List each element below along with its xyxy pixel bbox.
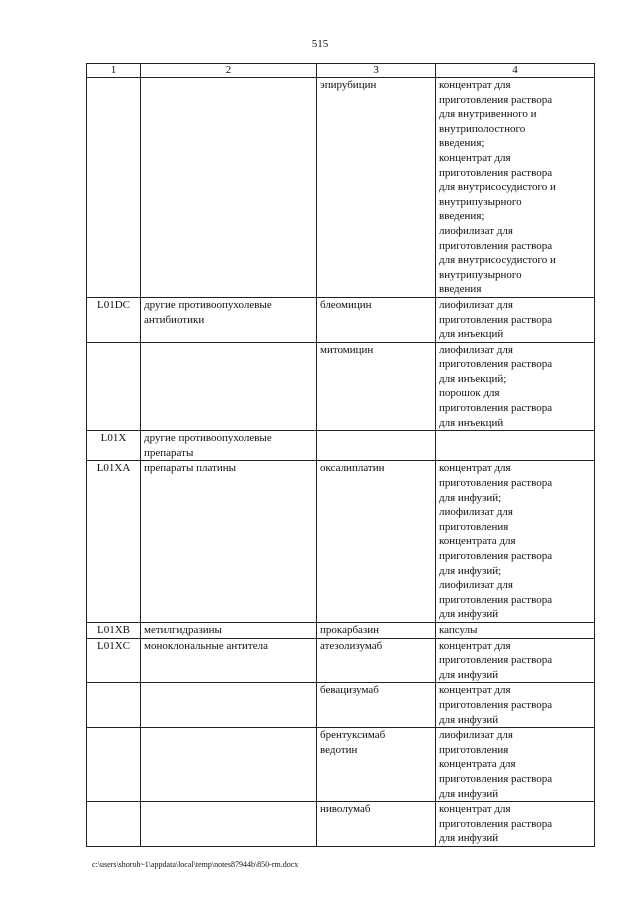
- cell-text-line: приготовления раствора: [439, 402, 553, 415]
- cell-text-line: приготовления раствора: [439, 817, 553, 830]
- cell-text-line: метилгидразины: [144, 623, 222, 636]
- atc-code-cell: L01DC: [87, 297, 141, 342]
- cell-text-line: лиофилизат для: [439, 224, 513, 237]
- cell-text-line: приготовления раствора: [439, 477, 553, 490]
- group-name-cell: [141, 802, 317, 847]
- footer-file-path: c:\users\shoroh~1\appdata\local\temp\notes87944b\850-rm.docx: [92, 860, 299, 869]
- dosage-form-cell: [436, 638, 595, 683]
- cell-text-line: приготовления раствора: [439, 239, 553, 252]
- cell-text-line: другие противоопухолевые: [144, 432, 272, 445]
- cell-text-line: внутриполостного: [439, 122, 526, 135]
- cell-text-line: антибиотики: [144, 313, 205, 326]
- cell-text-line: концентрат для: [439, 151, 511, 164]
- table-row: [87, 683, 595, 728]
- cell-text-line: препараты: [144, 446, 194, 459]
- group-name-cell: [141, 461, 317, 623]
- atc-code-cell: [87, 802, 141, 847]
- cell-text-line: эпирубицин: [320, 79, 377, 91]
- cell-text-line: для внутрисосудистого и: [439, 254, 556, 267]
- atc-code-cell: L01XA: [87, 461, 141, 623]
- drug-name-cell: [317, 683, 436, 728]
- cell-text-line: оксалиплатин: [320, 462, 385, 475]
- cell-text-line: концентрата для: [439, 758, 516, 771]
- dosage-form-cell: [436, 297, 595, 342]
- cell-text-line: приготовления: [439, 520, 509, 533]
- group-name-cell: [141, 728, 317, 802]
- cell-text-line: порошок для: [439, 387, 500, 400]
- cell-text-line: для инъекций: [439, 328, 504, 341]
- cell-text-line: лиофилизат для: [439, 729, 513, 742]
- group-name-cell: [141, 431, 317, 461]
- atc-code-cell: L01XC: [87, 638, 141, 683]
- table-row: [87, 461, 595, 623]
- group-name-cell: [141, 638, 317, 683]
- cell-text-line: концентрата для: [439, 535, 516, 548]
- cell-text-line: лиофилизат для: [439, 579, 513, 592]
- drug-name-cell: [317, 342, 436, 431]
- atc-code-cell: L01X: [87, 431, 141, 461]
- cell-text-line: введения: [439, 283, 482, 296]
- column-header-2: 2: [141, 64, 317, 78]
- table-row: [87, 638, 595, 683]
- cell-text-line: для инфузий;: [439, 564, 502, 577]
- table-row: [87, 431, 595, 461]
- table-header-row: [87, 64, 595, 78]
- cell-text-line: капсулы: [439, 623, 478, 636]
- group-name-cell: [141, 683, 317, 728]
- atc-code-cell: L01XB: [87, 622, 141, 638]
- group-name-cell: [141, 297, 317, 342]
- page-number: 515: [311, 38, 329, 50]
- cell-text-line: концентрат для: [439, 684, 511, 697]
- cell-text-line: внутрипузырного: [439, 268, 522, 281]
- group-name-cell: [141, 78, 317, 298]
- cell-text-line: для внутрисосудистого и: [439, 181, 556, 194]
- cell-text-line: для инъекций: [439, 416, 504, 429]
- cell-text-line: для инфузий;: [439, 491, 502, 504]
- group-name-cell: [141, 622, 317, 638]
- column-header-4: 4: [436, 64, 595, 78]
- cell-text-line: приготовления: [439, 743, 509, 756]
- cell-text-line: для инфузий: [439, 832, 499, 845]
- cell-text-line: бевацизумаб: [320, 684, 379, 697]
- medication-table: [86, 63, 595, 847]
- cell-text-line: внутрипузырного: [439, 195, 522, 208]
- cell-text-line: приготовления раствора: [439, 166, 553, 179]
- dosage-form-cell: [436, 683, 595, 728]
- drug-name-cell: [317, 78, 436, 298]
- dosage-form-cell: [436, 78, 595, 298]
- cell-text-line: ниволумаб: [320, 803, 371, 816]
- dosage-form-cell: [436, 728, 595, 802]
- cell-text-line: для инфузий: [439, 713, 499, 726]
- cell-text-line: для инфузий: [439, 608, 499, 621]
- cell-text-line: введения;: [439, 137, 485, 150]
- cell-text-line: концентрат для: [439, 462, 511, 475]
- table-row: [87, 78, 595, 298]
- cell-text-line: для инъекций;: [439, 372, 507, 385]
- drug-name-cell: [317, 638, 436, 683]
- cell-text-line: концентрат для: [439, 79, 511, 91]
- cell-text-line: приготовления раствора: [439, 313, 553, 326]
- cell-text-line: препараты платины: [144, 462, 237, 475]
- cell-text-line: лиофилизат для: [439, 343, 513, 356]
- dosage-form-cell: [436, 461, 595, 623]
- cell-text-line: лиофилизат для: [439, 506, 513, 519]
- cell-text-line: моноклональные антитела: [144, 639, 268, 652]
- cell-text-line: приготовления раствора: [439, 698, 553, 711]
- cell-text-line: брентуксимаб: [320, 729, 386, 742]
- drug-name-cell: [317, 461, 436, 623]
- drug-name-cell: [317, 802, 436, 847]
- table-row: [87, 297, 595, 342]
- cell-text-line: для инфузий: [439, 787, 499, 800]
- cell-text-line: приготовления раствора: [439, 654, 553, 667]
- drug-name-cell: [317, 431, 436, 461]
- cell-text-line: прокарбазин: [320, 623, 380, 636]
- table-row: [87, 342, 595, 431]
- cell-text-line: блеомицин: [320, 298, 372, 311]
- cell-text-line: ведотин: [320, 743, 358, 756]
- cell-text-line: приготовления раствора: [439, 550, 553, 562]
- cell-text-line: введения;: [439, 210, 485, 223]
- column-header-1: 1: [87, 64, 141, 78]
- drug-name-cell: [317, 728, 436, 802]
- dosage-form-cell: [436, 342, 595, 431]
- cell-text-line: приготовления раствора: [439, 772, 553, 785]
- cell-text-line: концентрат для: [439, 803, 511, 816]
- cell-text-line: лиофилизат для: [439, 298, 513, 311]
- group-name-cell: [141, 342, 317, 431]
- table-row: [87, 622, 595, 638]
- cell-text-line: для внутривенного и: [439, 108, 537, 121]
- table-row: [87, 802, 595, 847]
- cell-text-line: митомицин: [320, 343, 374, 356]
- cell-text-line: приготовления раствора: [439, 93, 553, 106]
- dosage-form-cell: [436, 622, 595, 638]
- cell-text-line: концентрат для: [439, 639, 511, 652]
- cell-text-line: другие противоопухолевые: [144, 298, 272, 311]
- table-row: [87, 728, 595, 802]
- table-body: [87, 78, 595, 847]
- drug-name-cell: [317, 622, 436, 638]
- drug-name-cell: [317, 297, 436, 342]
- atc-code-cell: [87, 342, 141, 431]
- cell-text-line: для инфузий: [439, 668, 499, 681]
- column-header-3: 3: [317, 64, 436, 78]
- dosage-form-cell: [436, 431, 595, 461]
- cell-text-line: приготовления раствора: [439, 358, 553, 371]
- atc-code-cell: [87, 78, 141, 298]
- atc-code-cell: [87, 683, 141, 728]
- dosage-form-cell: [436, 802, 595, 847]
- cell-text-line: атезолизумаб: [320, 639, 383, 652]
- cell-text-line: приготовления раствора: [439, 593, 553, 606]
- atc-code-cell: [87, 728, 141, 802]
